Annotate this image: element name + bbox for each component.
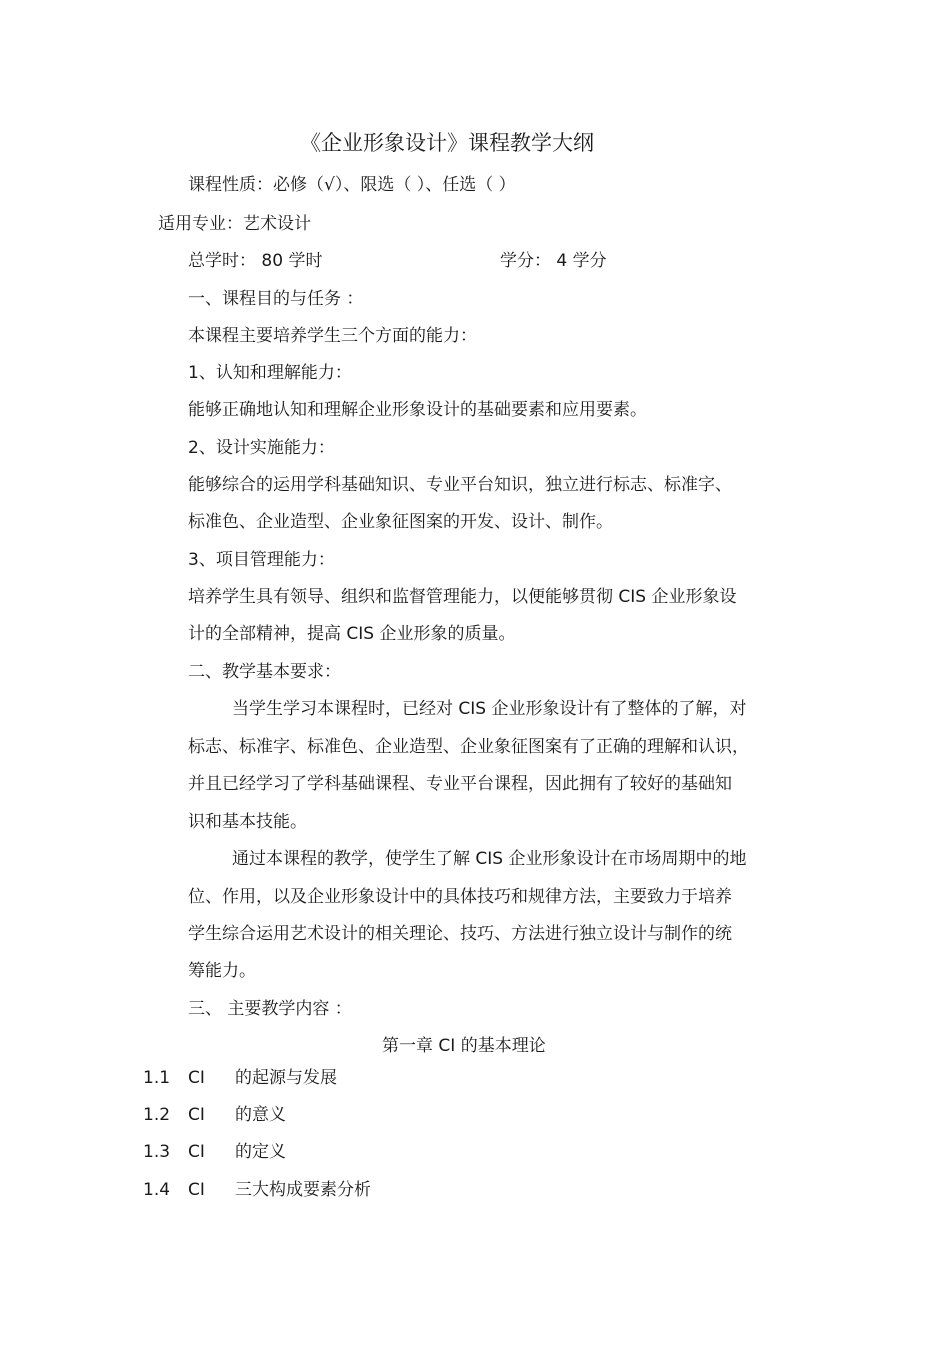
ability2-text-line: 标准色、企业造型、企业象征图案的开发、设计、制作。 [188, 512, 613, 532]
ability3-text-line: 培养学生具有领导、组织和监督管理能力，以便能够贯彻 CIS 企业形象设 [188, 587, 737, 607]
section2-paragraph1-line: 标志、标准字、标准色、企业造型、企业象征图案有了正确的理解和认识， [188, 737, 749, 757]
section2-paragraph1-line: 当学生学习本课程时，已经对 CIS 企业形象设计有了整体的了解，对 [232, 699, 747, 719]
toc-number: 1.3 [143, 1142, 171, 1162]
total-hours: 总学时： 80 学时 [188, 251, 323, 271]
ability2-text-line: 能够综合的运用学科基础知识、专业平台知识，独立进行标志、标准字、 [188, 475, 732, 495]
section2-paragraph2-line: 位、作用，以及企业形象设计中的具体技巧和规律方法，主要致力于培养 [188, 887, 732, 907]
section2-paragraph2-line: 学生综合运用艺术设计的相关理论、技巧、方法进行独立设计与制作的统 [188, 924, 732, 944]
toc-ci: CI [188, 1180, 205, 1200]
toc-text: 三大构成要素分析 [235, 1180, 371, 1200]
document-title: 《企业形象设计》课程教学大纲 [300, 131, 594, 155]
applicable-major: 适用专业：艺术设计 [158, 214, 311, 234]
section3-heading: 三、 主要教学内容 ： [188, 999, 352, 1019]
toc-ci: CI [188, 1068, 205, 1088]
toc-text: 的意义 [235, 1105, 286, 1125]
toc-ci: CI [188, 1142, 205, 1162]
toc-ci: CI [188, 1105, 205, 1125]
toc-text: 的起源与发展 [235, 1068, 337, 1088]
chapter1-title: 第一章 CI 的基本理论 [382, 1036, 546, 1056]
toc-number: 1.4 [143, 1180, 171, 1200]
ability2-heading: 2、设计实施能力： [188, 438, 335, 458]
ability1-text: 能够正确地认知和理解企业形象设计的基础要素和应用要素。 [188, 400, 647, 420]
toc-number: 1.1 [143, 1068, 171, 1088]
section2-paragraph1-line: 并且已经学习了学科基础课程、专业平台课程，因此拥有了较好的基础知 [188, 774, 732, 794]
section2-heading: 二、教学基本要求： [188, 662, 341, 682]
section2-paragraph1-line: 识和基本技能。 [188, 812, 307, 832]
toc-number: 1.2 [143, 1105, 171, 1125]
credits: 学分： 4 学分 [500, 251, 607, 271]
section1-intro: 本课程主要培养学生三个方面的能力： [188, 326, 477, 346]
ability3-heading: 3、项目管理能力： [188, 550, 335, 570]
section1-heading: 一、课程目的与任务 ： [188, 289, 364, 309]
section2-paragraph2-line: 通过本课程的教学，使学生了解 CIS 企业形象设计在市场周期中的地 [232, 849, 747, 869]
ability3-text-line: 计的全部精神，提高 CIS 企业形象的质量。 [188, 624, 516, 644]
course-nature: 课程性质：必修（√）、限选（ ）、任选（ ） [188, 175, 516, 195]
section2-paragraph2-line: 筹能力。 [188, 961, 256, 981]
ability1-heading: 1、认知和理解能力： [188, 363, 352, 383]
toc-text: 的定义 [235, 1142, 286, 1162]
